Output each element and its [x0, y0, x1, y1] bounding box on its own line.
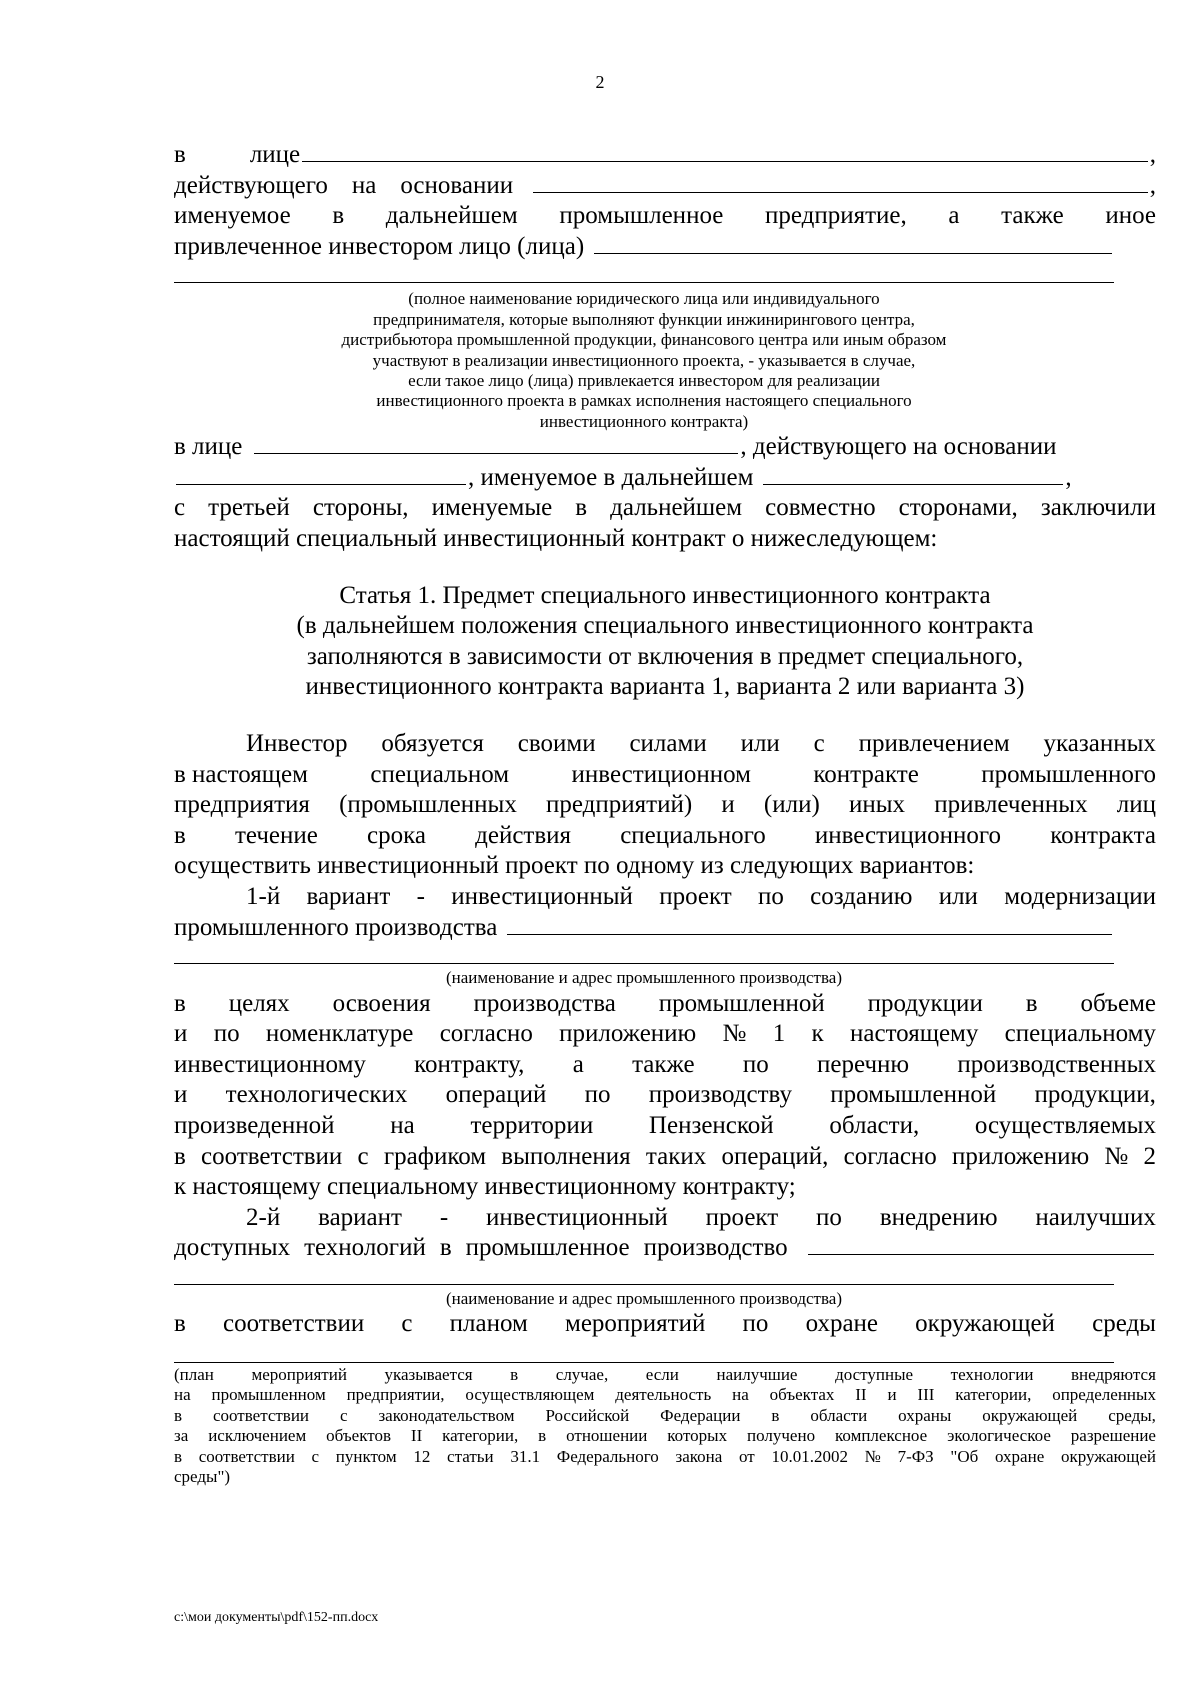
word: деятельность [615, 1385, 712, 1405]
word: операций, [721, 1142, 829, 1170]
line-referred-as [174, 201, 1156, 232]
word: мероприятий [565, 1310, 706, 1338]
word: именуемое [174, 202, 291, 230]
word: предприятий) [546, 791, 693, 819]
word: планом [449, 1310, 528, 1338]
word: окружающей [982, 1405, 1078, 1425]
word: по [213, 1020, 240, 1048]
word: инвестиционный [451, 882, 633, 910]
word: территории [470, 1111, 594, 1139]
word: согласно [843, 1142, 937, 1170]
word: - [439, 1203, 449, 1231]
note-line: инвестиционного контракта) [539, 411, 749, 431]
word: в [439, 1234, 452, 1262]
word: дальнейшем [385, 202, 518, 230]
word: настоящему [850, 1020, 979, 1048]
word: с [311, 1446, 320, 1466]
paragraph-line [174, 1111, 1156, 1142]
word: промышленной [658, 989, 825, 1017]
word: 31.1 [510, 1446, 541, 1466]
word: указывается [384, 1364, 473, 1384]
file-path: c:\мои документы\pdf\152-пп.docx [174, 1610, 379, 1625]
word: области [810, 1405, 868, 1425]
word: № [722, 1020, 747, 1048]
word: обязуется [381, 729, 484, 757]
note-plan-line [174, 1385, 1156, 1405]
word: в [174, 1310, 186, 1338]
word: отношении [566, 1426, 648, 1446]
text: в лице [174, 433, 243, 461]
paragraph-line [174, 821, 1156, 852]
word: производство [643, 1234, 788, 1262]
word: иное [1105, 202, 1156, 230]
document-body [174, 140, 1156, 1487]
word: в [771, 1405, 780, 1425]
article-title: Статья 1. Предмет специального инвестиционного контракта [339, 581, 991, 609]
word: произведенной [174, 1111, 335, 1139]
word: разрешение [1070, 1426, 1156, 1446]
word: (или) [763, 791, 820, 819]
word: заключили [1040, 494, 1156, 522]
word: инвестиционный [486, 1203, 668, 1231]
word: с [401, 1310, 413, 1338]
word: или [938, 882, 978, 910]
word: комплексное [835, 1426, 928, 1446]
word: внедрению [879, 1203, 998, 1231]
word: целях [228, 989, 290, 1017]
word: в [575, 494, 588, 522]
word: наилучшие [716, 1364, 798, 1384]
word: пунктом [335, 1446, 397, 1466]
word: внедряются [1071, 1364, 1156, 1384]
note-line: (полное наименование юридического лица или индивидуального [408, 289, 880, 309]
word: доступные [835, 1364, 914, 1384]
word: промышленном [211, 1385, 326, 1405]
note-line: если такое лицо (лица) привлекается инвестором для реализации [408, 371, 880, 390]
note-production-name: (наименование и адрес промышленного производства) [446, 1288, 842, 1308]
word: с [813, 729, 825, 757]
word: номенклатуре [265, 1020, 414, 1048]
word: а [572, 1050, 584, 1078]
word: предприятие, [765, 202, 907, 230]
word: соответствии [201, 1142, 343, 1170]
note-line: инвестиционного проекта в рамках исполнения настоящего специального [376, 391, 912, 411]
word: продукции, [1034, 1081, 1156, 1109]
variant-1-production-line [174, 913, 1114, 944]
word: с [357, 1142, 369, 1170]
note-plan-line: среды") [174, 1466, 231, 1486]
word: Российской [545, 1405, 630, 1425]
variant-1-line [174, 882, 1156, 913]
word: силами [629, 729, 707, 757]
paragraph-line [174, 790, 1156, 821]
word: определенных [1052, 1385, 1156, 1405]
word: окружающей [915, 1310, 1055, 1338]
word: технологических [225, 1081, 408, 1109]
word: окружающей [1060, 1446, 1156, 1466]
word: инвестиционном [571, 760, 751, 788]
word: графиком [383, 1142, 487, 1170]
word: в настоящем [174, 760, 308, 788]
word: доступных [174, 1234, 291, 1262]
word: соответствии [222, 1310, 365, 1338]
word: приложению [952, 1142, 1090, 1170]
word: операций [445, 1081, 547, 1109]
word: привлечением [858, 729, 1010, 757]
word: третьей [208, 494, 290, 522]
blank-field [507, 913, 1112, 935]
paragraph-line [174, 760, 1156, 791]
word: и [174, 1020, 188, 1048]
word: и [887, 1385, 897, 1405]
word: по [816, 1203, 842, 1231]
blank-rule [174, 963, 1114, 964]
note-plan-line [174, 1447, 1156, 1467]
article-subtitle-line: инвестиционного контракта варианта 1, варианта 2 или варианта 3) [305, 673, 1025, 701]
word: специального [620, 821, 766, 849]
word: продукции [867, 989, 983, 1017]
paragraph-line [174, 729, 1156, 760]
word: контракте [813, 760, 919, 788]
note-production-name: (наименование и адрес промышленного производства) [446, 968, 842, 988]
word: Федерального [556, 1446, 659, 1466]
blank-field [594, 232, 1112, 254]
line-third-party [174, 493, 1156, 524]
word: срока [367, 821, 426, 849]
word: статьи [447, 1446, 494, 1466]
word: категории, [955, 1385, 1032, 1405]
word: № [1104, 1142, 1129, 1170]
word: в [174, 1142, 186, 1170]
word: охране [994, 1446, 1045, 1466]
line-in-person [174, 140, 1156, 171]
word: осуществляемых [974, 1111, 1156, 1139]
word: производственных [957, 1050, 1156, 1078]
word: промышленное [559, 202, 724, 230]
blank-field [763, 463, 1063, 485]
article-subtitle-line: (в дальнейшем положения специального инвестиционного контракта [296, 612, 1034, 640]
word: 2-й [246, 1203, 281, 1231]
word: 1 [772, 1020, 786, 1048]
word: исключением [208, 1426, 307, 1446]
word: лице [249, 141, 301, 168]
word: на [732, 1385, 749, 1405]
word: Инвестор [246, 729, 348, 757]
word: II [410, 1426, 423, 1446]
line-acting-basis [174, 171, 1156, 202]
word: в [174, 989, 186, 1017]
word: осуществляющем [465, 1385, 595, 1405]
page-number: 2 [595, 72, 605, 92]
word: предприятии, [346, 1385, 445, 1405]
word: или [740, 729, 780, 757]
word: получено [747, 1426, 816, 1446]
word: с [174, 494, 186, 522]
word: в [332, 202, 345, 230]
word: , [1149, 141, 1156, 168]
note-plan-line [174, 1365, 1156, 1385]
line-in-person-2 [174, 432, 1156, 463]
word: 7-ФЗ [897, 1446, 934, 1466]
word: 1-й [246, 882, 281, 910]
word: соответствии [212, 1405, 310, 1425]
word: на [390, 1111, 415, 1139]
word: проект [659, 882, 732, 910]
word: среды, [1108, 1405, 1156, 1425]
word: соответствии [198, 1446, 295, 1466]
word: иных [848, 791, 906, 819]
word: вариант [318, 1203, 402, 1231]
word: и [174, 1081, 188, 1109]
text: привлеченное инвестором лицо (лица) [174, 232, 585, 260]
word: контракту, [414, 1050, 525, 1078]
word: в [538, 1426, 547, 1446]
word: в [510, 1364, 519, 1384]
word: мероприятий [251, 1364, 347, 1384]
text: , действующего на основании [740, 433, 1057, 461]
word: лиц [1116, 791, 1156, 819]
word: специальному [1004, 1020, 1156, 1048]
word: именуемые [431, 494, 553, 522]
word: модернизации [1004, 882, 1156, 910]
word: инвестиционному [174, 1050, 366, 1078]
word: и [721, 791, 735, 819]
word: по [742, 1050, 769, 1078]
paragraph-line: осуществить инвестиционный проект по одному из следующих вариантов: [174, 852, 975, 880]
word: в [174, 141, 186, 168]
paragraph-line [174, 1080, 1156, 1111]
word: выполнения [501, 1142, 631, 1170]
word: закона [675, 1446, 723, 1466]
word: по [742, 1310, 769, 1338]
word: стороны, [312, 494, 409, 522]
word: совместно [765, 494, 876, 522]
word: промышленное [465, 1234, 630, 1262]
note-plan-line [174, 1426, 1156, 1446]
blank-field [808, 1233, 1154, 1255]
word: законодательством [378, 1405, 515, 1425]
word: технологии [950, 1364, 1034, 1384]
word: согласно [439, 1020, 533, 1048]
word: действия [475, 821, 572, 849]
word: в [174, 1446, 183, 1466]
word: объектов [326, 1426, 391, 1446]
word: освоения [332, 989, 431, 1017]
word: технологий [304, 1234, 426, 1262]
text: , [1065, 463, 1072, 491]
line-attracted-person [174, 232, 1114, 263]
word: "Об [950, 1446, 979, 1466]
word: Пензенской [648, 1111, 774, 1139]
variant-2-technologies-line [174, 1233, 1156, 1264]
text: промышленного производства [174, 913, 498, 941]
note-line: предпринимателя, которые выполняют функции инжинирингового центра, [373, 309, 915, 329]
word: (план [174, 1364, 214, 1384]
note-line: дистрибьютора промышленной продукции, финансового центра или иным образом [341, 330, 947, 350]
text: , именуемое в дальнейшем [468, 463, 754, 491]
paragraph-line [174, 989, 1156, 1020]
word: № [864, 1446, 881, 1466]
word: если [645, 1364, 679, 1384]
word: с [339, 1405, 348, 1425]
variant-2-line [174, 1203, 1156, 1234]
paragraph-line [174, 1309, 1156, 1340]
word: таких [645, 1142, 707, 1170]
word: III [917, 1385, 935, 1405]
line-concluded: настоящий специальный инвестиционный контракт о нижеследующем: [174, 525, 938, 552]
blank-field [176, 463, 466, 485]
word: своими [517, 729, 596, 757]
word: проект [705, 1203, 779, 1231]
word: производства [473, 989, 616, 1017]
word: в [174, 821, 186, 849]
word: предприятия [174, 791, 310, 819]
word: по [584, 1081, 611, 1109]
word: II [855, 1385, 867, 1405]
word: 10.01.2002 [771, 1446, 848, 1466]
paragraph-line [174, 1019, 1156, 1050]
word: вариант [306, 882, 391, 910]
word: по [758, 882, 784, 910]
word: дальнейшем [610, 494, 743, 522]
paragraph-line: к настоящему специальному инвестиционному контракту; [174, 1173, 796, 1201]
word: производству [648, 1081, 793, 1109]
word: экологическое [947, 1426, 1051, 1446]
word: в [1025, 989, 1038, 1017]
word: от [739, 1446, 755, 1466]
word: на [174, 1385, 191, 1405]
word: среды [1092, 1310, 1156, 1338]
word: течение [234, 821, 318, 849]
word: которых [667, 1426, 728, 1446]
word: охраны [898, 1405, 952, 1425]
word: сторонами, [898, 494, 1018, 522]
word: инвестиционного [814, 821, 1002, 849]
word: специальном [370, 760, 510, 788]
word: случае, [555, 1364, 609, 1384]
word: в [174, 1405, 183, 1425]
word: на [351, 171, 377, 199]
note-line: участвуют в реализации инвестиционного проекта, - указывается в случае, [372, 350, 916, 370]
word: объеме [1080, 989, 1156, 1017]
word: к [811, 1020, 824, 1048]
word: основании [400, 171, 514, 199]
word: перечню [817, 1050, 910, 1078]
word: 12 [413, 1446, 431, 1466]
blank-field [533, 171, 1148, 193]
word: указанных [1043, 729, 1156, 757]
paragraph-line [174, 1050, 1156, 1081]
word: а [948, 202, 960, 230]
word: за [174, 1426, 189, 1446]
word: приложению [559, 1020, 697, 1048]
word: действующего [174, 171, 328, 199]
note-plan-line [174, 1406, 1156, 1426]
word: объектах [769, 1385, 835, 1405]
word: также [1001, 202, 1064, 230]
article-subtitle-line: заполняются в зависимости от включения в предмет специального, [306, 642, 1024, 670]
word: Федерации [660, 1405, 741, 1425]
word: 2 [1143, 1142, 1156, 1170]
word: области, [829, 1111, 920, 1139]
note-full-name [174, 289, 1114, 432]
word: категории, [442, 1426, 519, 1446]
word: , [1149, 171, 1156, 199]
blank-field [254, 432, 738, 454]
word: контракта [1050, 821, 1156, 849]
blank-field [302, 140, 1148, 162]
paragraph-line [174, 1142, 1156, 1173]
word: промышленной [830, 1081, 997, 1109]
word: охране [805, 1310, 879, 1338]
word: (промышленных [339, 791, 517, 819]
word: - [416, 882, 425, 910]
line-referred-as-2 [174, 463, 1156, 494]
blank-rule [174, 1284, 1114, 1285]
word: также [632, 1050, 695, 1078]
word: промышленного [981, 760, 1156, 788]
word: созданию [810, 882, 913, 910]
word: наилучших [1035, 1203, 1156, 1231]
word: привлеченных [934, 791, 1088, 819]
